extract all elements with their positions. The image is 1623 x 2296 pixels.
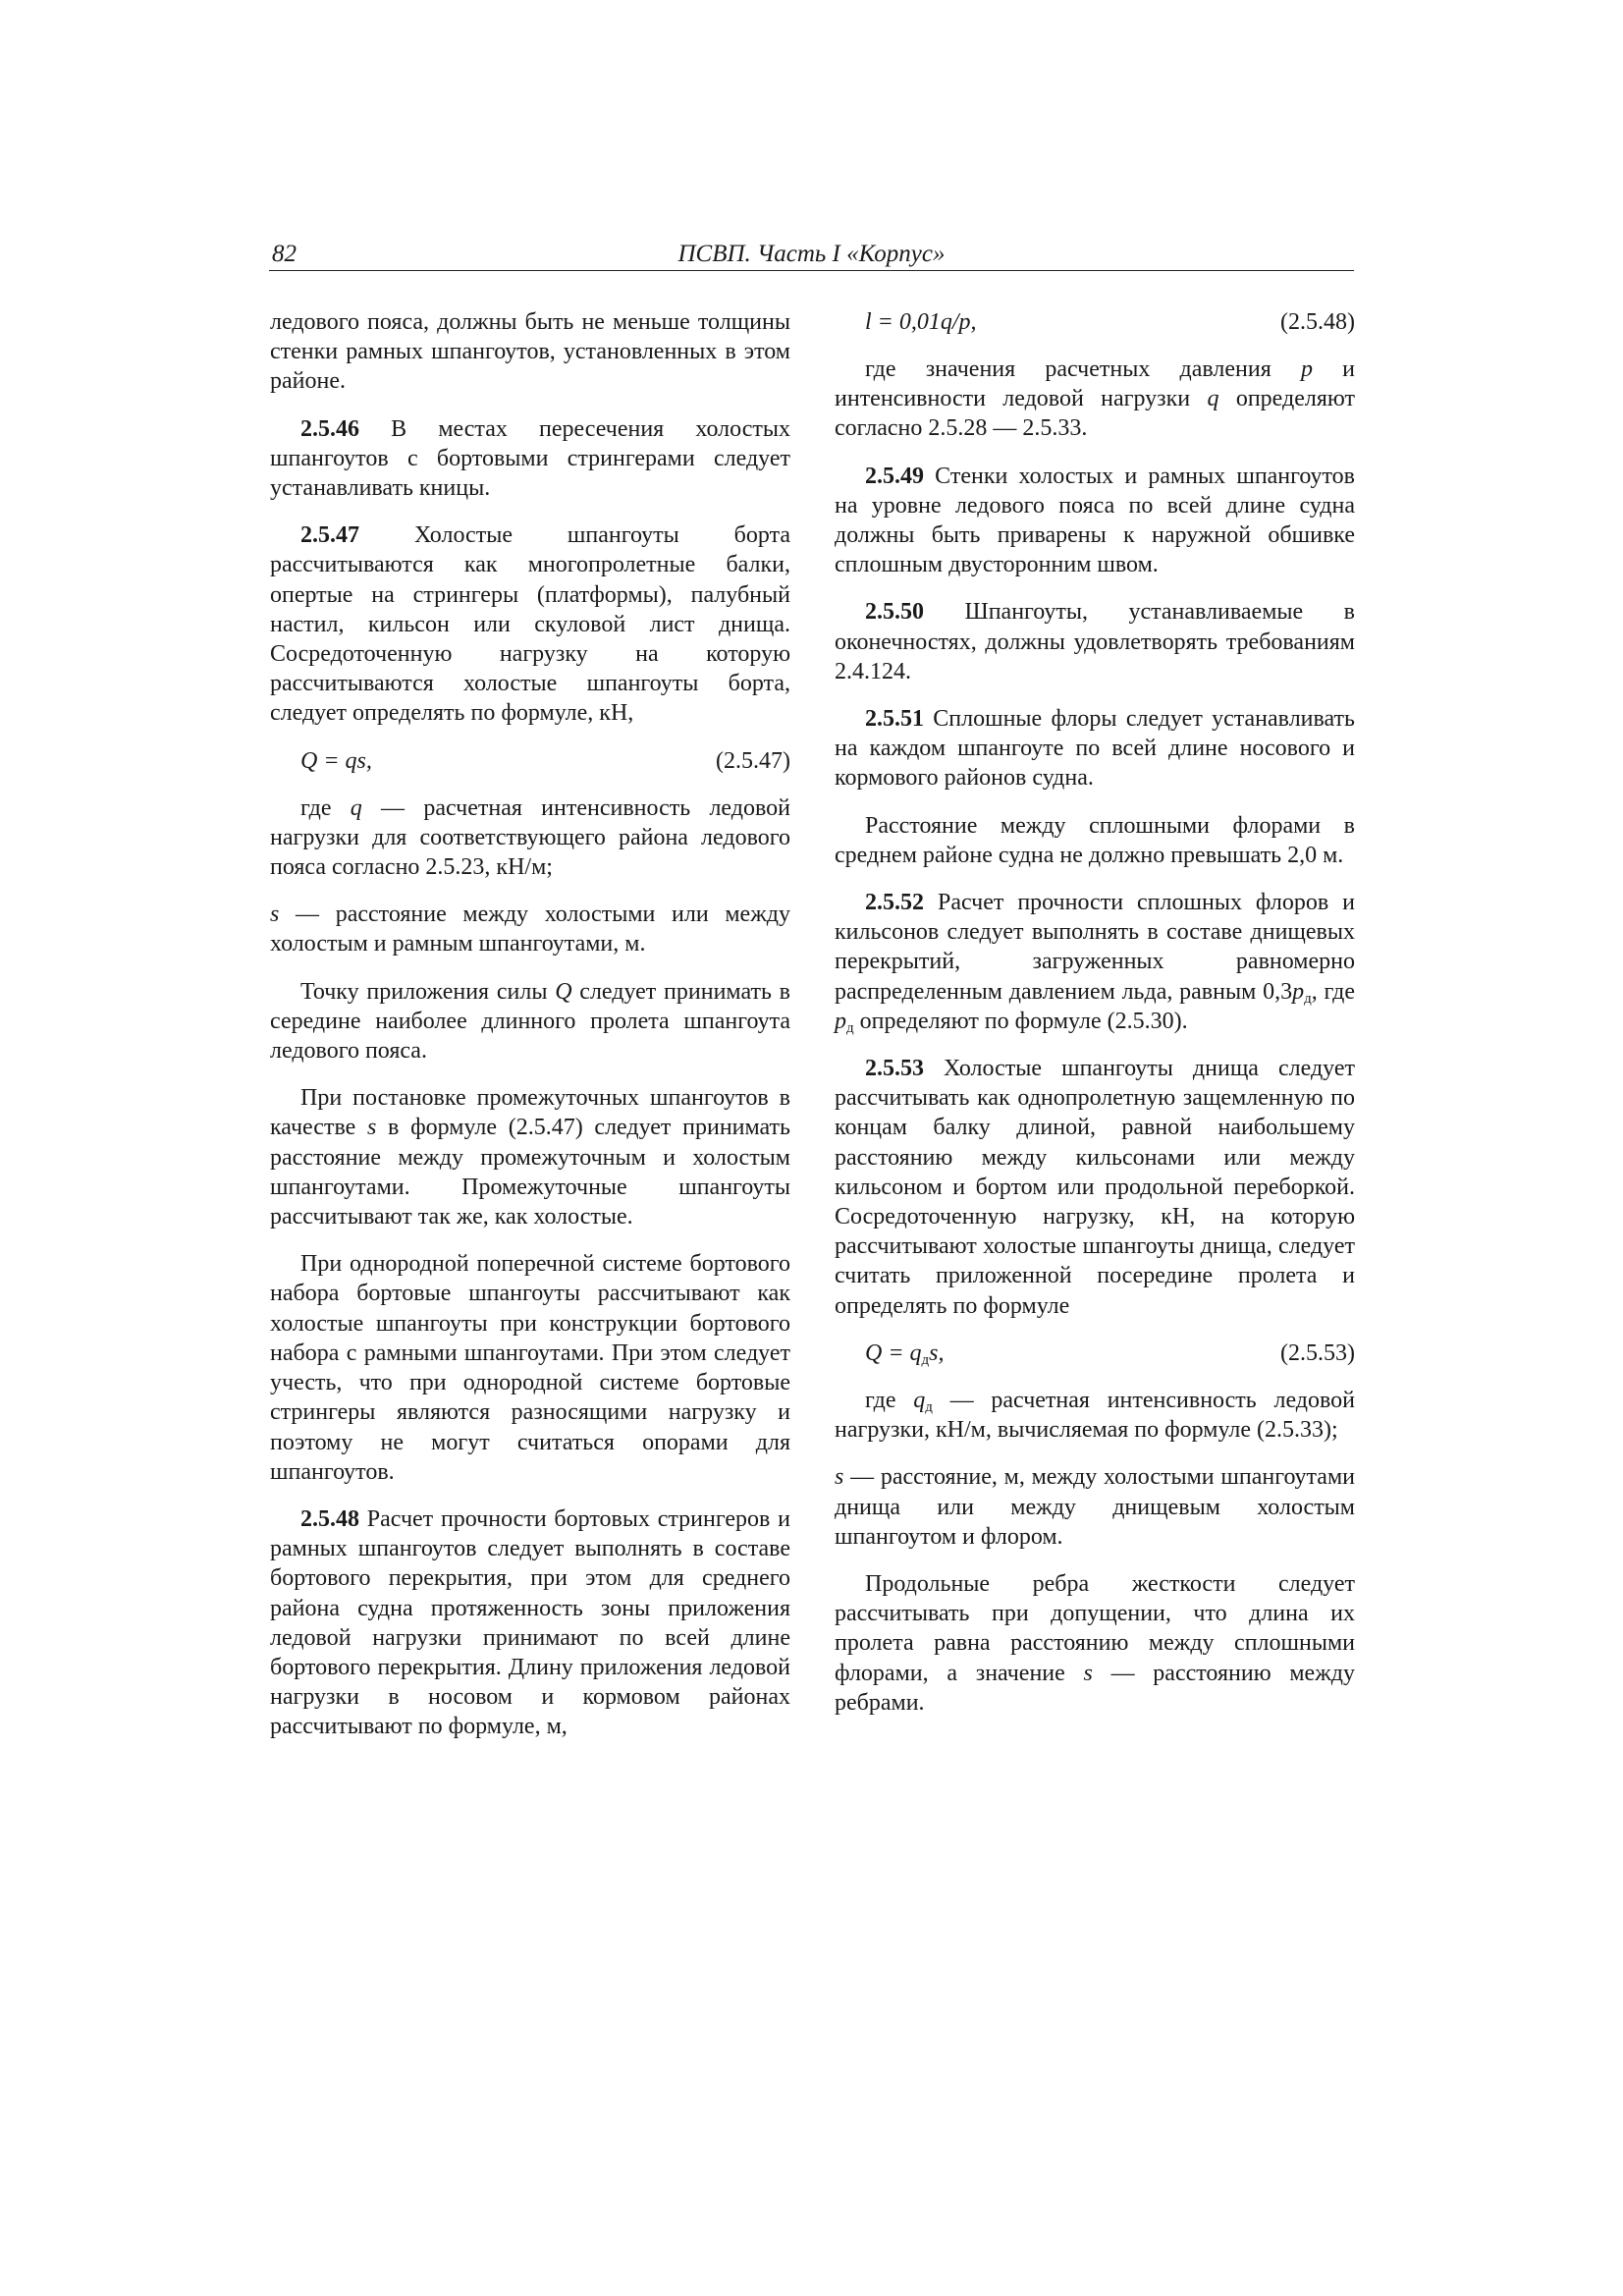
definition-q <box>270 793 790 883</box>
section-number: 2.5.48 <box>300 1505 359 1532</box>
definition-qd <box>835 1386 1355 1445</box>
variable: s <box>1083 1660 1093 1686</box>
variable: s <box>367 1115 377 1141</box>
section-text: Сплошные флоры следует устанавливать на каждом шпангоуте по всей длине носового и кормового районов судна. <box>835 706 1355 792</box>
section-2-5-48 <box>270 1504 790 1742</box>
definition-s <box>270 900 790 958</box>
right-column <box>835 307 1355 1735</box>
formula-rhs: s, <box>929 1339 945 1366</box>
variable: Q <box>555 978 572 1005</box>
section-2-5-53 <box>835 1054 1355 1321</box>
definition-prefix: где <box>865 1387 914 1413</box>
section-number: 2.5.50 <box>865 599 924 626</box>
variable: q <box>350 794 362 821</box>
left-column <box>270 307 790 1760</box>
variable: p <box>835 1008 846 1034</box>
section-text: В местах пересечения холостых шпангоутов с бортовыми стрингерами следует устанавливать кницы. <box>270 415 790 502</box>
section-2-5-47 <box>270 520 790 728</box>
text-run: Расчет прочности сплошных флоров и кильсонов следует выполнять в составе днищевых перекрытий, загруженных равномерно распределенным давлением льда, равным 0,3 <box>835 890 1355 1005</box>
subscript: д <box>921 1351 930 1368</box>
formula-number: (2.5.53) <box>1280 1339 1355 1366</box>
variable: s <box>835 1464 844 1491</box>
formula-expression: Q = qs, <box>300 747 372 774</box>
paragraph-floor-spacing: Расстояние между сплошными флорами в среднем районе судна не должно превышать 2,0 м. <box>835 812 1355 868</box>
variable: p <box>1300 356 1313 382</box>
section-text: Холостые шпангоуты днища следует рассчитывать как однопролетную защемленную по концам балку длиной, равной наибольшему расстоянию между кильсонами или между кильсоном и бортом или продольной переборкой. Сосредоточенную нагрузку, кН, на которую рассчитывают холостые шпангоуты днища, следует считать приложенной посередине пролета и определять по формуле <box>835 1056 1355 1319</box>
variable: q <box>1207 386 1219 412</box>
formula-2-5-53 <box>835 1339 1355 1368</box>
definition-s-bottom <box>835 1462 1355 1552</box>
text-run: Продольные ребра жесткости следует рассчитывать при допущении, что длина их пролета равна расстоянию между сплошными флорами, а значение <box>835 1570 1355 1686</box>
text-run: и интенсивности ледовой нагрузки <box>835 356 1355 412</box>
variable: s <box>270 902 280 928</box>
section-2-5-51 <box>835 704 1355 793</box>
formula-expression <box>865 1339 945 1368</box>
formula-expression: l = 0,01q/p, <box>865 309 977 335</box>
formula-2-5-47 <box>270 746 790 776</box>
text-run: где значения расчетных давления <box>865 356 1301 382</box>
section-text: Шпангоуты, устанавливаемые в оконечностях, должны удовлетворять требованиям 2.4.124. <box>835 599 1355 684</box>
subscript: д <box>1304 990 1312 1007</box>
variable: q <box>913 1387 926 1413</box>
paragraph-intermediate-frames <box>270 1083 790 1231</box>
paragraph-uniform-system: При однородной поперечной системе бортового набора бортовые шпангоуты рассчитывают как холостые шпангоуты при конструкции бортового набора с рамными шпангоутами. При этом следует учесть, что при однородной системе бортовые стрингеры являются разносящими нагрузку и поэтому не могут считаться опорами для шпангоутов. <box>270 1251 790 1485</box>
paragraph-continuation: ледового пояса, должны быть не меньше толщины стенки рамных шпангоутов, установленных в этом районе. <box>270 309 790 395</box>
text-run: При постановке промежуточных шпангоутов в качестве <box>270 1085 790 1141</box>
page-number: 82 <box>272 241 297 267</box>
text-run: — расстоянию между ребрами. <box>835 1660 1355 1716</box>
definition-text: — расстояние, м, между холостыми шпангоутами днища или между днищевым холостым шпангоутом и флором. <box>835 1464 1355 1550</box>
variable: p <box>1292 978 1305 1005</box>
definition-text: — расчетная интенсивность ледовой нагрузки для соответствующего района ледового пояса согласно 2.5.23, кН/м; <box>270 794 790 881</box>
text-run: в формуле (2.5.47) следует принимать расстояние между промежуточным и холостым шпангоутами. Промежуточные шпангоуты рассчитывают так же, как холостые. <box>270 1115 790 1230</box>
subscript: д <box>846 1019 854 1036</box>
section-number: 2.5.51 <box>865 706 924 733</box>
formula-lhs: Q = q <box>865 1339 922 1366</box>
formula-number: (2.5.47) <box>716 747 790 774</box>
paragraph-force-point <box>270 977 790 1066</box>
text-run: определяют согласно 2.5.28 — 2.5.33. <box>835 386 1355 442</box>
section-number: 2.5.52 <box>865 890 924 916</box>
paragraph-longitudinal-ribs <box>835 1569 1355 1718</box>
section-number: 2.5.46 <box>300 415 359 442</box>
section-2-5-49 <box>835 462 1355 580</box>
definition-p-q <box>835 355 1355 444</box>
text-run: , где <box>1311 978 1355 1005</box>
section-2-5-52 <box>835 888 1355 1036</box>
definition-prefix: где <box>300 794 351 821</box>
section-text: Холостые шпангоуты борта рассчитываются как многопролетные балки, опертые на стрингеры (платформы), палубный настил, кильсон или скуловой лист днища. Сосредоточенную нагрузку на которую рассчитываются холостые шпангоуты борта, следует определять по формуле, кН, <box>270 522 790 727</box>
definition-text: — расчетная интенсивность ледовой нагрузки, кН/м, вычисляемая по формуле (2.5.33); <box>835 1387 1356 1444</box>
section-2-5-50 <box>835 597 1355 686</box>
section-number: 2.5.49 <box>865 463 924 489</box>
running-header <box>269 241 1354 271</box>
text-run: определяют по формуле (2.5.30). <box>853 1008 1188 1034</box>
formula-number: (2.5.48) <box>1280 309 1355 335</box>
subscript: д <box>925 1398 933 1415</box>
text-run: следует принимать в середине наиболее длинного пролета шпангоута ледового пояса. <box>270 978 791 1065</box>
formula-2-5-48 <box>835 307 1355 337</box>
section-text: Расчет прочности бортовых стрингеров и рамных шпангоутов следует выполнять в составе бортового перекрытия, при этом для среднего района судна протяженность зоны приложения ледовой нагрузки принимают по всей длине бортового перекрытия. Длину приложения ледовой нагрузки в носовом и кормовом районах рассчитывают по формуле, м, <box>270 1505 790 1740</box>
running-title: ПСВП. Часть I «Корпус» <box>677 241 946 267</box>
section-text: Стенки холостых и рамных шпангоутов на уровне ледового пояса по всей длине судна должны быть приварены к наружной обшивке сплошным двусторонним швом. <box>835 463 1355 578</box>
text-run: Точку приложения силы <box>300 978 556 1005</box>
section-number: 2.5.53 <box>865 1056 924 1082</box>
section-2-5-46 <box>270 414 790 504</box>
section-number: 2.5.47 <box>300 522 359 549</box>
definition-text: — расстояние между холостыми или между холостым и рамным шпангоутами, м. <box>270 902 790 957</box>
